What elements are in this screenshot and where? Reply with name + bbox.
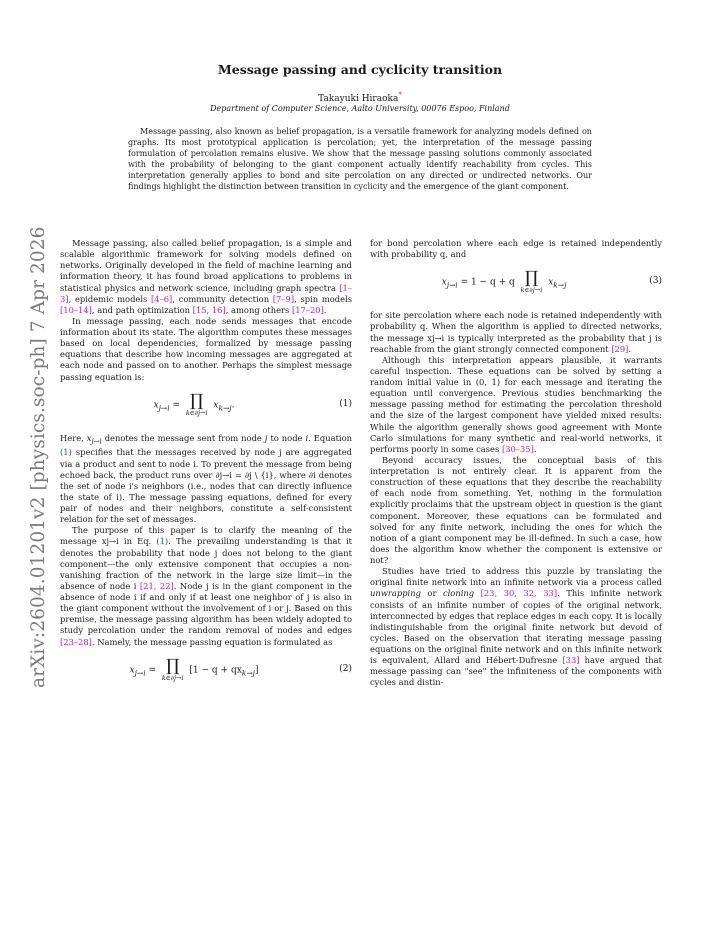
paragraph-purpose: The purpose of this paper is to clarify the meaning of the message xj→i in Eq. (1). The prevailing understanding is that it denotes the probability that node j does not belong to the giant component—the only extensive component that occupies a non-vanishing fraction of the network in the large size limit—in the absence of node i [21, 22]. Node j is in the giant component in the absence of node i if and only if at least one neighbor of j is also in the giant component without the involvement of i or j. Based on this premise, the message passing algorithm has been widely adopted to study percolation under the random removal of nodes and edges [23–28]. Namely, the message passing equation is formulated as — [60, 525, 353, 647]
left-column — [60, 238, 352, 698]
paragraph-conceptual-basis: Beyond accuracy issues, the conceptual basis of this interpretation is not entirely clear. It is apparent from the construction of these equations that they describe the reachability of each node from something. Yet, nothing in the formulation explicitly proclaims that the upstream object in question is the giant component. Moreover, these equations can be formulated and solved for any finite network, including the ones for which the notion of a giant component may be ill-defined. In such a case, how does the algorithm know whether the component is extensive or not? — [370, 454, 662, 565]
citation-link[interactable]: [30–35] — [501, 443, 534, 454]
paragraph-bond-percolation: for bond percolation where each edge is retained independently with probability q, and — [370, 238, 662, 260]
product-operator: ∏ k∈∂j→i — [161, 655, 184, 682]
citation-link[interactable]: [15, 16] — [192, 304, 226, 315]
author-name: Takayuki Hiraoka — [318, 94, 399, 104]
equation-1: $x_{j\to i}$ = ∏ k∈∂j→i $x_{k\to j}$. (1) — [153, 390, 352, 417]
affiliation: Department of Computer Science, Aalto University, 00076 Espoo, Finland — [210, 104, 510, 113]
product-operator: ∏ k∈∂j→i — [520, 268, 543, 295]
citation-link[interactable]: [21, 22] — [139, 580, 174, 591]
citation-link[interactable]: [17–20] — [291, 304, 324, 315]
arxiv-sidebar — [10, 226, 49, 688]
equation-number: (1) — [339, 398, 352, 409]
citation-link[interactable]: [23–28] — [60, 636, 92, 647]
equation-ref-link[interactable]: (1) — [156, 536, 169, 547]
product-operator: ∏ k∈∂j→i — [185, 390, 208, 417]
author-footnote-mark[interactable]: * — [398, 91, 402, 99]
citation-link[interactable]: [7–9] — [272, 293, 295, 304]
citation-link[interactable]: [4–6] — [151, 293, 173, 304]
paragraph-equation-explained: Here, $x_{j\to i}$ denotes the message sent from node j to node i. Equation (1) specifies that the messages received by node j are aggregated via a product and sent to node i. To prevent the message from being echoed back, the product runs over ∂j→i = ∂j \ {i}, where ∂i denotes the set of node i's neighbors (i.e., nodes that can directly influence the state of i). The message passing equations, defined for every pair of nodes and their neighbors, constitute a self-consistent relation for the set of messages. — [60, 432, 352, 525]
paragraph-message-passing: In message passing, each node sends messages that encode information about its state. The algorithm computes these messages based on local dependencies, formalized by message passing equations that describe how incoming messages are aggregated at each node and passed on to another. Perhaps the simplest message passing equation is: — [60, 315, 352, 382]
equation-3: $x_{j\to i} = 1 - q + q$ ∏ k∈∂j→i $x_{k\to j}$ (3) — [441, 268, 662, 295]
citation-link[interactable]: [1–3] — [60, 282, 352, 304]
abstract-text: Message passing, also known as belief propagation, is a versatile framework for analyzing models defined on graphs. Its most prototypical application is percolation; yet, the interpretation of the message passing formulation of percolation remains elusive. We show that the message passing solutions commonly associated with the probability of belonging to the giant component actually identify reachability from cycles. This interpretation generally applies to bond and site percolation on any directed or undirected networks. Our findings highlight the distinction between transition in cyclicity and the emergence of the giant component. — [128, 127, 592, 191]
paper-title: Message passing and cyclicity transition — [217, 62, 503, 77]
equation-2: $x_{j\to i}$ = ∏ k∈∂j→i $[1 - q + qx_{k\to j}]$ (2) — [129, 655, 352, 682]
citation-link[interactable]: [10–14] — [60, 304, 92, 315]
paragraph-inspection: Although this interpretation appears plausible, it warrants careful inspection. These equations can be solved by setting a random initial value in (0, 1) for each message and iterating the equation until convergence. Previous studies benchmarking the message passing method for estimating the percolation threshold and the size of the largest component have yielded mixed results: While the algorithm generally shows good agreement with Monte Carlo simulations for many synthetic and real-world networks, it performs poorly in some cases [30–35]. — [370, 354, 662, 454]
citation-link[interactable]: [29] — [611, 343, 629, 354]
arxiv-identifier[interactable]: arXiv:2604.01201v2 [physics.soc-ph] 7 Apr 2026 — [28, 226, 49, 688]
equation-number: (3) — [649, 276, 662, 287]
abstract — [128, 127, 592, 192]
citation-link[interactable]: [23, 30, 32, 33] — [480, 588, 558, 599]
equation-number: (2) — [339, 663, 352, 674]
equation-ref-link[interactable]: (1) — [60, 447, 72, 458]
author-line — [80, 91, 640, 104]
paragraph-unwrapping: Studies have tried to address this puzzle by translating the original finite network into an infinite network via a process called unwrapping or cloning [23, 30, 32, 33]. This infinite network consists of an infinite number of copies of the original network, interconnected by edges that replace edges in each copy. It is locally indistinguishable from the original finite network but devoid of cycles. Based on the observation that iterating message passing equations on the original finite network and on this infinite network is equivalent, Allard and Hébert-Dufresne [33] have argued that message passing can "see" the infiniteness of the components with cycles and distin- — [370, 566, 662, 688]
paragraph-intro: Message passing, also called belief propagation, is a simple and scalable algorithmic framework for solving models defined on networks. Originally developed in the field of machine learning and information theory, it has found broad applications to problems in statistical physics and network science, including graph spectra [1–3], epidemic models [4–6], community detection [7–9], spin models [10–14], and path optimization [15, 16], among others [17–20]. — [60, 238, 352, 315]
right-column — [370, 238, 662, 689]
paragraph-site-percolation: for site percolation where each node is retained independently with probability q. When the algorithm is applied to directed networks, the message xj→i is typically interpreted as the probability that j is reachable from the giant strongly connected component [29]. — [370, 310, 662, 354]
citation-link[interactable]: [33] — [562, 655, 580, 666]
